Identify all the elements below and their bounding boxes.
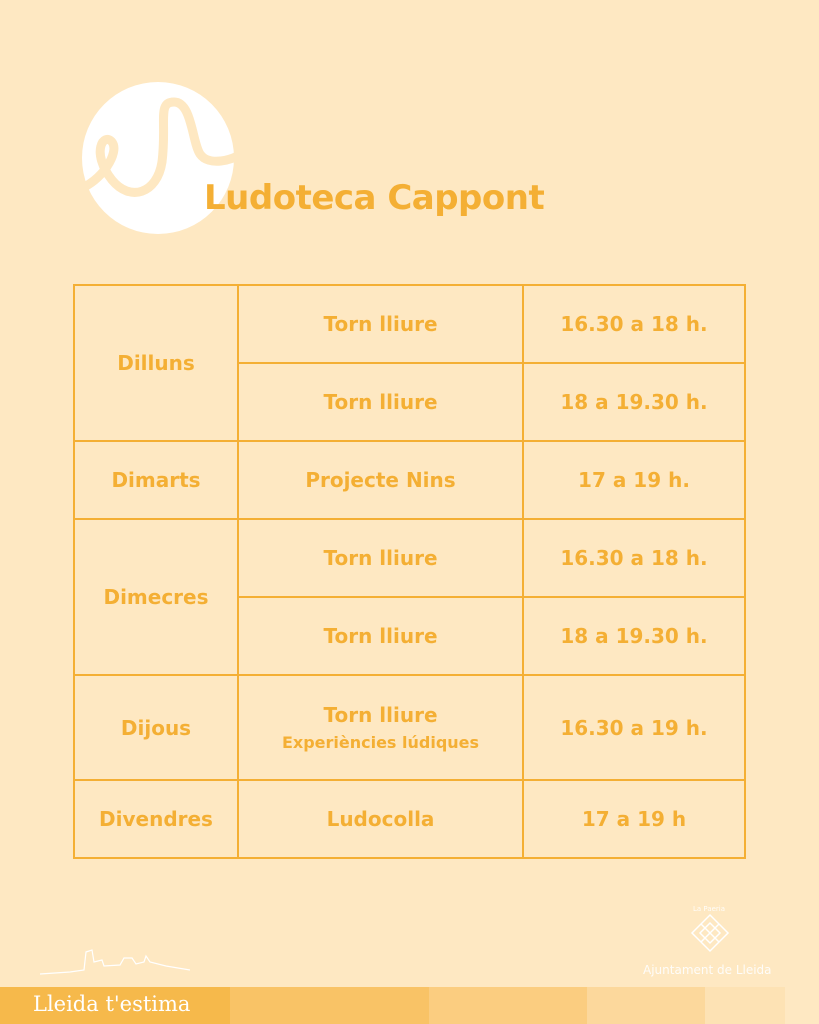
activity-cell: Torn lliure [238, 363, 523, 441]
day-cell: Dimarts [74, 441, 238, 519]
activity-cell: Projecte Nins [238, 441, 523, 519]
activity-cell: Torn lliure [238, 285, 523, 363]
table-row [74, 780, 745, 858]
schedule-table [73, 284, 746, 859]
footer-bar [0, 987, 819, 1024]
day-cell: Divendres [74, 780, 238, 858]
time-cell: 16.30 a 19 h. [523, 675, 745, 780]
activity-cell: Torn lliure [238, 597, 523, 675]
crest-label: Ajuntament de Lleida [643, 963, 772, 977]
time-cell: 17 a 19 h. [523, 441, 745, 519]
footer-segment [230, 987, 429, 1024]
footer-segment [705, 987, 785, 1024]
table-row [74, 519, 745, 597]
footer-segment [785, 987, 819, 1024]
skyline-icon [40, 940, 190, 976]
time-cell: 18 a 19.30 h. [523, 597, 745, 675]
activity-cell [238, 675, 523, 780]
time-cell: 16.30 a 18 h. [523, 285, 745, 363]
page-title: Ludoteca Cappont [204, 178, 545, 218]
footer-segment [587, 987, 705, 1024]
activity-label: Torn lliure [323, 703, 438, 727]
brand-label: Lleida t'estima [33, 992, 191, 1016]
activity-cell: Torn lliure [238, 519, 523, 597]
table-row [74, 285, 745, 363]
table-row [74, 441, 745, 519]
subactivity-label: Experiències lúdiques [281, 733, 480, 752]
time-cell: 18 a 19.30 h. [523, 363, 745, 441]
footer-segment [0, 987, 230, 1024]
crest-top-label: La Paeria [693, 905, 726, 913]
time-cell: 16.30 a 18 h. [523, 519, 745, 597]
footer-segment [429, 987, 587, 1024]
day-cell: Dijous [74, 675, 238, 780]
activity-cell: Ludocolla [238, 780, 523, 858]
day-cell: Dilluns [74, 285, 238, 441]
table-row [74, 675, 745, 780]
day-cell: Dimecres [74, 519, 238, 675]
time-cell: 17 a 19 h [523, 780, 745, 858]
crest-icon [686, 905, 734, 961]
